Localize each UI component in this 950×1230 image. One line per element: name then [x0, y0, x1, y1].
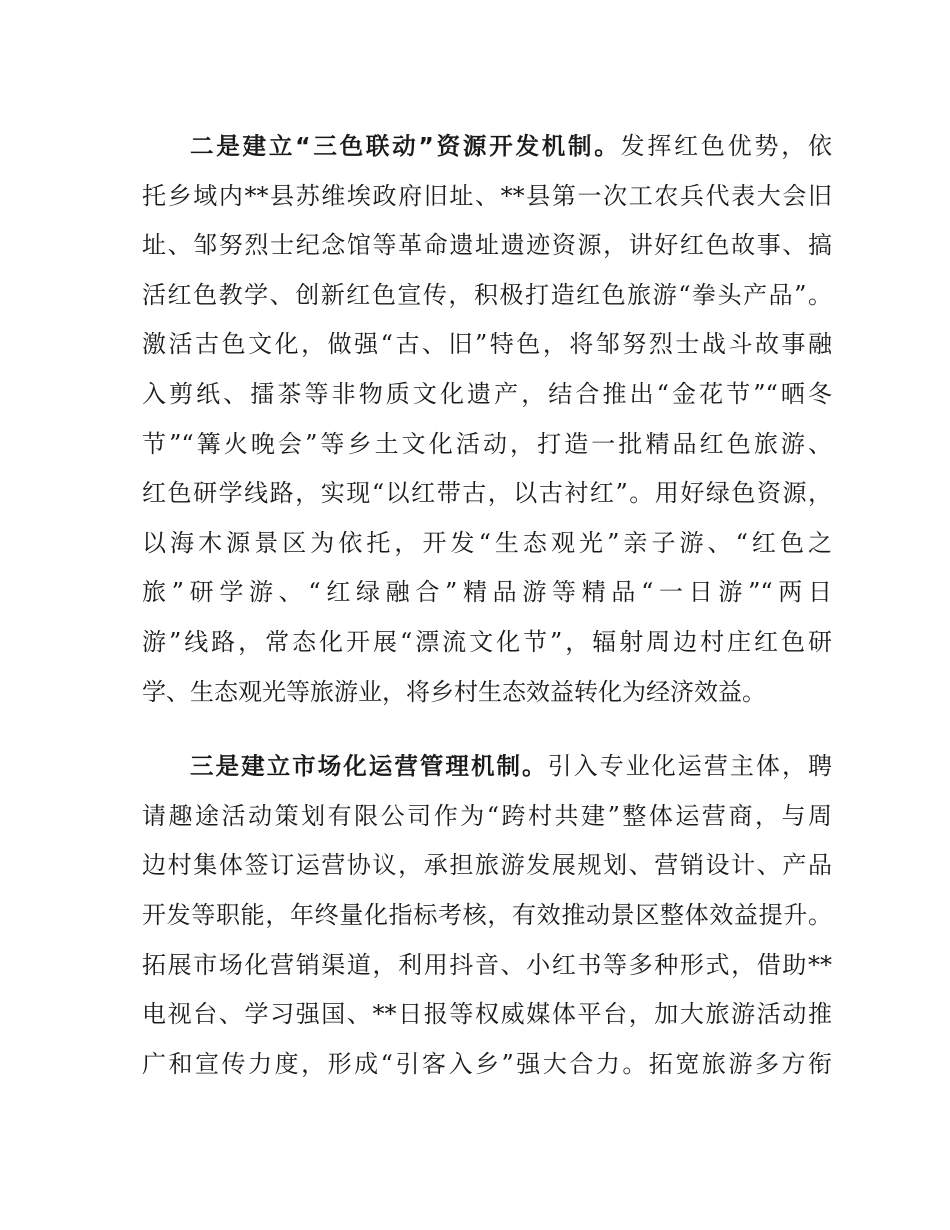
paragraph-line: 激活古色文化，做强“古、旧”特色，将邹努烈士战斗故事融	[142, 330, 832, 359]
paragraph-text: 引入专业化运营主体，聘	[547, 752, 833, 781]
paragraph-line: 址、邹努烈士纪念馆等革命遗址遗迹资源，讲好红色故事、搞	[142, 231, 832, 260]
paragraph-line	[142, 742, 832, 792]
paragraph-three-color-linkage	[142, 122, 832, 717]
paragraph-line: 学、生态观光等旅游业，将乡村生态效益转化为经济效益。	[142, 677, 766, 706]
paragraph-line: 开发等职能，年终量化指标考核，有效推动景区整体效益提升。	[142, 900, 832, 929]
paragraph-line: 节”“篝火晚会”等乡土文化活动，打造一批精品红色旅游、	[142, 429, 832, 458]
paragraph-line: 请趣途活动策划有限公司作为“跨村共建”整体运营商，与周	[142, 801, 832, 830]
paragraph-heading: 三是建立市场化运营管理机制。	[190, 752, 548, 781]
paragraph-line	[142, 122, 832, 172]
paragraph-line: 拓展市场化营销渠道，利用抖音、小红书等多种形式，借助**	[142, 950, 832, 979]
paragraph-line: 红色研学线路，实现“以红带古，以古衬红”。用好绿色资源，	[142, 479, 832, 508]
paragraph-line: 旅”研学游、“红绿融合”精品游等精品“一日游”“两日	[142, 578, 832, 607]
paragraph-line: 活红色教学、创新红色宣传，积极打造红色旅游“拳头产品”。	[142, 280, 832, 309]
paragraph-line: 边村集体签订运营协议，承担旅游发展规划、营销设计、产品	[142, 851, 832, 880]
paragraph-line: 电视台、学习强国、**日报等权威媒体平台，加大旅游活动推	[142, 1000, 832, 1029]
document-body	[142, 122, 832, 1089]
paragraph-line: 以海木源景区为依托，开发“生态观光”亲子游、“红色之	[142, 528, 832, 557]
paragraph-market-operation	[142, 742, 832, 1089]
paragraph-line: 广和宣传力度，形成“引客入乡”强大合力。拓宽旅游多方衔	[142, 1049, 832, 1078]
paragraph-line: 入剪纸、擂茶等非物质文化遗产，结合推出“金花节”“晒冬	[142, 379, 832, 408]
paragraph-text: 发挥红色优势，依	[620, 132, 833, 160]
paragraph-heading: 二是建立“三色联动”资源开发机制。	[190, 132, 621, 160]
paragraph-line: 托乡域内**县苏维埃政府旧址、**县第一次工农兵代表大会旧	[142, 181, 832, 210]
paragraph-line: 游”线路，常态化开展“漂流文化节”，辐射周边村庄红色研	[142, 627, 832, 656]
